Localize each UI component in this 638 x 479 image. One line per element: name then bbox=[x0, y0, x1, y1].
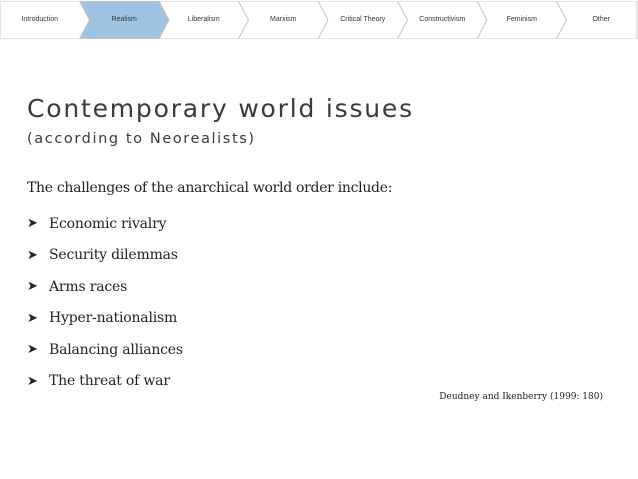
tab-critical-theory[interactable]: Critical Theory bbox=[340, 16, 386, 23]
tab-marxism[interactable]: Marxism bbox=[270, 16, 297, 23]
slide-subtitle: (according to Neorealists) bbox=[27, 131, 256, 147]
list-item-text: Hyper-nationalism bbox=[49, 310, 178, 327]
list-item-text: The threat of war bbox=[49, 373, 170, 390]
bullet-list bbox=[27, 208, 183, 397]
tab-introduction[interactable]: Introduction bbox=[21, 16, 59, 23]
navigation-breadcrumb bbox=[0, 1, 638, 39]
list-item-text: Balancing alliances bbox=[49, 341, 183, 358]
arrow-bullet-icon: ➤ bbox=[27, 279, 38, 295]
list-item bbox=[27, 366, 183, 398]
arrow-bullet-icon: ➤ bbox=[27, 216, 38, 232]
tab-feminism[interactable]: Feminism bbox=[506, 16, 537, 23]
tab-constructivism[interactable]: Constructivism bbox=[419, 16, 466, 23]
list-item bbox=[27, 334, 183, 366]
list-item bbox=[27, 208, 183, 240]
tab-liberalism[interactable]: Liberalism bbox=[187, 16, 220, 23]
arrow-bullet-icon: ➤ bbox=[27, 247, 38, 263]
slide-title: Contemporary world issues bbox=[27, 94, 414, 123]
list-item bbox=[27, 271, 183, 303]
lead-text: The challenges of the anarchical world order include: bbox=[27, 180, 393, 196]
list-item bbox=[27, 240, 183, 272]
arrow-bullet-icon: ➤ bbox=[27, 373, 38, 389]
citation: Deudney and Ikenberry (1999: 180) bbox=[439, 392, 603, 402]
arrow-bullet-icon: ➤ bbox=[27, 342, 38, 358]
tab-realism[interactable]: Realism bbox=[111, 16, 137, 23]
list-item-text: Economic rivalry bbox=[49, 215, 167, 232]
list-item-text: Security dilemmas bbox=[49, 247, 178, 264]
arrow-bullet-icon: ➤ bbox=[27, 310, 38, 326]
list-item bbox=[27, 303, 183, 335]
list-item-text: Arms races bbox=[49, 278, 128, 295]
tab-other[interactable]: Other bbox=[592, 16, 610, 23]
